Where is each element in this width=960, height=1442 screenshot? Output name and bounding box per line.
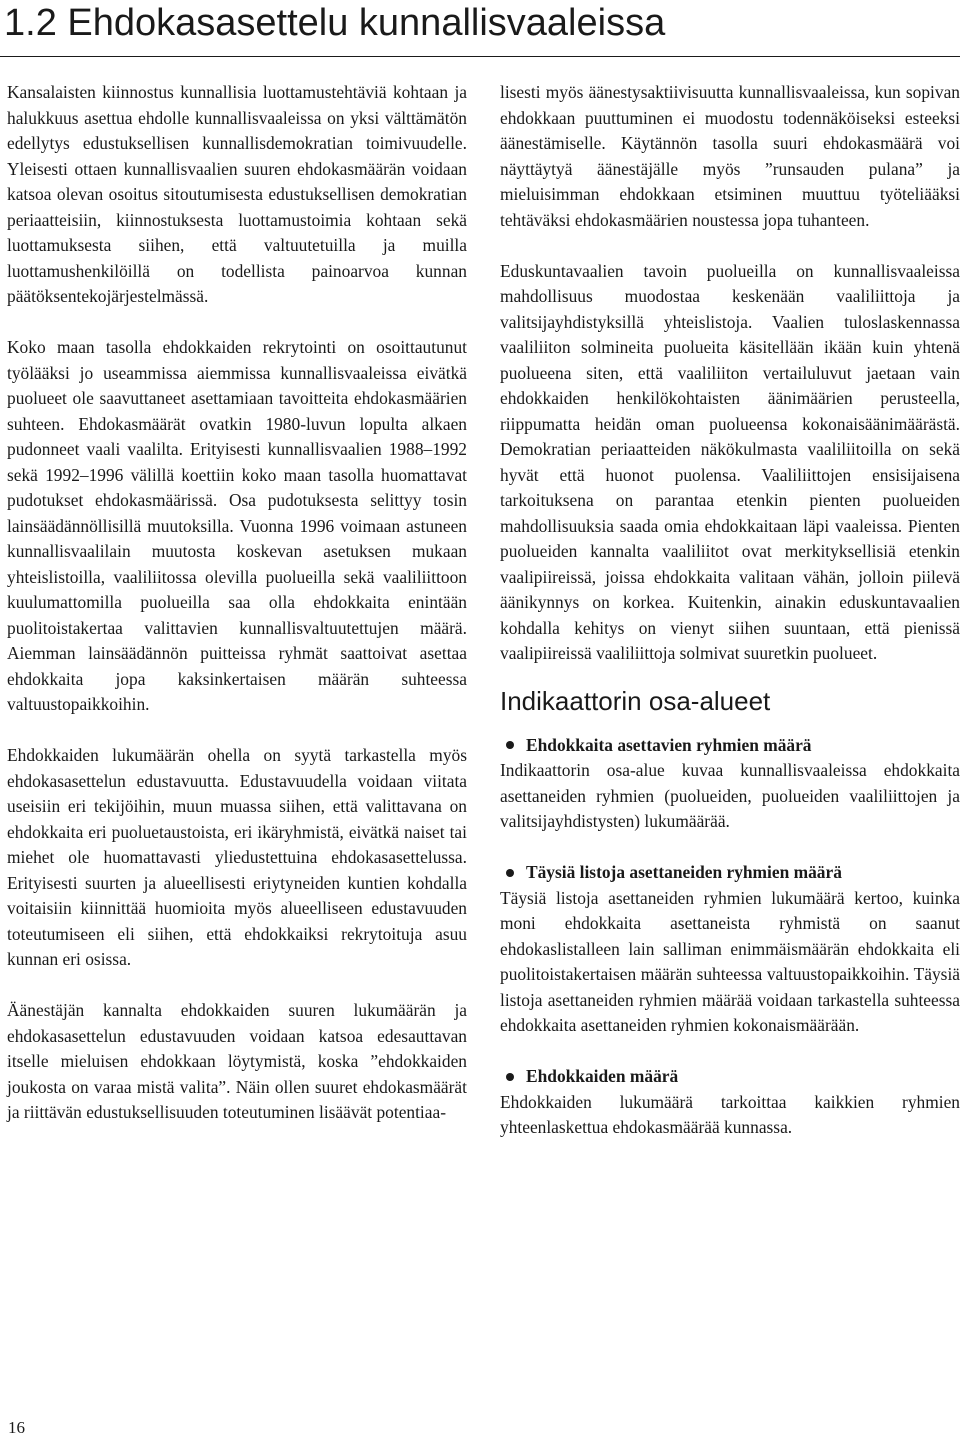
indicator-description: Ehdokkaiden lukumäärä tarkoittaa kaikkien ryhmien yhteenlaskettua ehdokasmäärää kunnassa. xyxy=(500,1091,960,1137)
bullet-icon xyxy=(506,1073,514,1081)
indicator-item xyxy=(500,1064,960,1141)
body-paragraph: Kansalaisten kiinnostus kunnallisia luottamustehtäviä kohtaan ja halukkuus asettua ehdolle kunnallisvaaleissa on yksi välttämätön edellytys edustuksellisen kunnallisdemokratian toimivuudelle. Yleisesti ottaen kunnallisvaalien suuren ehdokasmäärän voidaan katsoa olevan osoitus sitoutumisesta edustuksellisen demokratian periaatteisiin, kiinnostuksesta luottamustoimia kohtaan sekä luottamuksesta siihen, että valtuutetuilla ja muilla luottamushenkilöillä on todellista painoarvoa kunnan päätöksentekojärjestelmässä. xyxy=(7,82,467,306)
page-title: 1.2 Ehdokasasettelu kunnallisvaaleissa xyxy=(4,2,666,44)
section-heading: Indikaattorin osa-alueet xyxy=(500,685,771,716)
body-paragraph: Ehdokkaiden lukumäärän ohella on syytä tarkastella myös ehdokasasettelun edustavuutta. Edustavuudella voidaan viitata useisiin eri tekijöihin, muun muassa siihen, että valittavana on ehdokkaita eri puoluetaustoista, eri ikäryhmistä, eivätkä naiset tai miehet ole huomattavasti yliedustettuina ehdokasasettelussa. Erityisesti suurten ja alueellisesti eriytyneiden kuntien kohdalla voitaisiin kiinnittää huomioita myös alueelliseen edustavuuden toteutumiseen eli siihen, että ehdokkaiksi rekrytoituja asuu kunnan eri osissa. xyxy=(7,745,467,969)
left-column xyxy=(7,80,467,1126)
indicator-item xyxy=(500,733,960,835)
page-number: 16 xyxy=(8,1418,25,1437)
indicator-description: Täysiä listoja asettaneiden ryhmien lukumäärä kertoo, kuinka moni ehdokkaita asettaneista ryhmistä on saanut ehdokaslistalleen lain salliman enimmäismäärän ehdokkaita eli puolitoistakertaisen määrän suhteessa valtuustopaikkoihin. Täysiä listoja asettaneiden ryhmien määrää voidaan tarkastella suhteessa ehdokkaita asettaneiden ryhmien kokonaismäärään. xyxy=(500,887,960,1035)
indicator-heading xyxy=(500,860,960,886)
indicator-heading xyxy=(500,733,960,759)
indicator-item xyxy=(500,860,960,1039)
title-divider xyxy=(0,56,960,57)
bullet-icon xyxy=(506,869,514,877)
body-paragraph: Äänestäjän kannalta ehdokkaiden suuren lukumäärän ja ehdokasasettelun edustavuuden voidaan katsoa edesauttavan itselle mieluisen ehdokkaan löytymistä, koska ”ehdokkaiden joukosta on varaa mistä valita”. Näin ollen suuret ehdokasmäärät ja riittävän edustuksellisuuden toteutuminen lisäävät potentiaa- xyxy=(7,1000,467,1122)
indicator-description: Indikaattorin osa-alue kuvaa kunnallisvaaleissa ehdokkaita asettaneiden ryhmien (puolueiden, puolueiden vaaliliittojen ja valitsijayhdistysten) lukumäärää. xyxy=(500,760,960,831)
body-paragraph: lisesti myös äänestysaktiivisuutta kunnallisvaaleissa, kun sopivan ehdokkaan puuttuminen ei muodostu todennäköiseksi esteeksi äänestämiselle. Käytännön tasolla suuri ehdokasmäärä voi näyttäytyä äänestäjälle myös ”runsauden pulana” ja mieluisimman ehdokkaan etsiminen muuttuu työteliääksi tehtäväksi ehdokasmäärien noustessa jopa tuhanteen. xyxy=(500,82,960,230)
body-paragraph: Koko maan tasolla ehdokkaiden rekrytointi on osoittautunut työlääksi jo useammissa aiemmissa kunnallisvaaleissa eivätkä puolueet ole saavuttaneet asettamiaan tavoitteita ehdokasmäärien suhteen. Ehdokasmäärät ovatkin 1980-luvun lopulta alkaen pudonneet vaali vaalilta. Erityisesti kunnallisvaalien 1988–1992 sekä 1992–1996 välillä koettiin koko maan tasolla huomattavat pudotukset ehdokasmäärissä. Osa pudotuksesta selittyy tosin lainsäädännöllisillä muutoksilla. Vuonna 1996 voimaan astuneen kunnallisvaalilain muutosta koskevan asetuksen mukaan yhteislistoilla, vaaliliitossa olevilla puolueilla sekä vaaliliittoon kuulumattomilla puolueilla saa olla ehdokkaita enintään puolitoistakertaa valittavien kunnallisvaltuutettujen määrä. Aiemman lainsäädännön puitteissa ryhmät saattoivat asettaa ehdokkaita jopa kaksinkertaisen määrän suhteessa valtuustopaikkoihin. xyxy=(7,337,467,714)
indicator-title: Täysiä listoja asettaneiden ryhmien määrä xyxy=(526,862,842,882)
indicator-heading xyxy=(500,1064,960,1090)
bullet-icon xyxy=(506,741,514,749)
indicator-title: Ehdokkaiden määrä xyxy=(526,1066,679,1086)
indicator-title: Ehdokkaita asettavien ryhmien määrä xyxy=(526,734,812,755)
right-column xyxy=(500,80,960,1166)
indicator-list xyxy=(500,733,960,1141)
body-paragraph: Eduskuntavaalien tavoin puolueilla on kunnallisvaaleissa mahdollisuus muodostaa keskenään vaaliliittoja ja valitsijayhdistyksillä yhteislistoja. Vaalien tuloslaskennassa vaaliliiton solmineita puolueita käsitellään ikään kuin yhtenä puolueena siten, että vaaliliiton vertailuluvut jaetaan vain ehdokkaiden henkilökohtaisten äänimäärien perusteella, riippumatta heidän oman puolueensa kokonaisäänimäärästä. Demokratian periaatteiden näkökulmasta vaaliliitoilla on sekä hyvät että huonot puolensa. Vaaliliittojen ensisijaisena tarkoituksena on parantaa etenkin pienten puolueiden mahdollisuuksia saada omia ehdokkaitaan läpi vaaleissa. Pienten puolueiden kannalta vaaliliitot ovat merkityksellisiä etenkin vaalipiireissä, joissa ehdokkaita valitaan vähän, jolloin piilevä äänikynnys on korkea. Kuitenkin, ainakin eduskuntavaalien kohdalla kehitys on vienyt siihen suuntaan, että pienissä vaalipiireissä vaaliliittoja solmivat suuretkin puolueet. xyxy=(500,260,960,663)
